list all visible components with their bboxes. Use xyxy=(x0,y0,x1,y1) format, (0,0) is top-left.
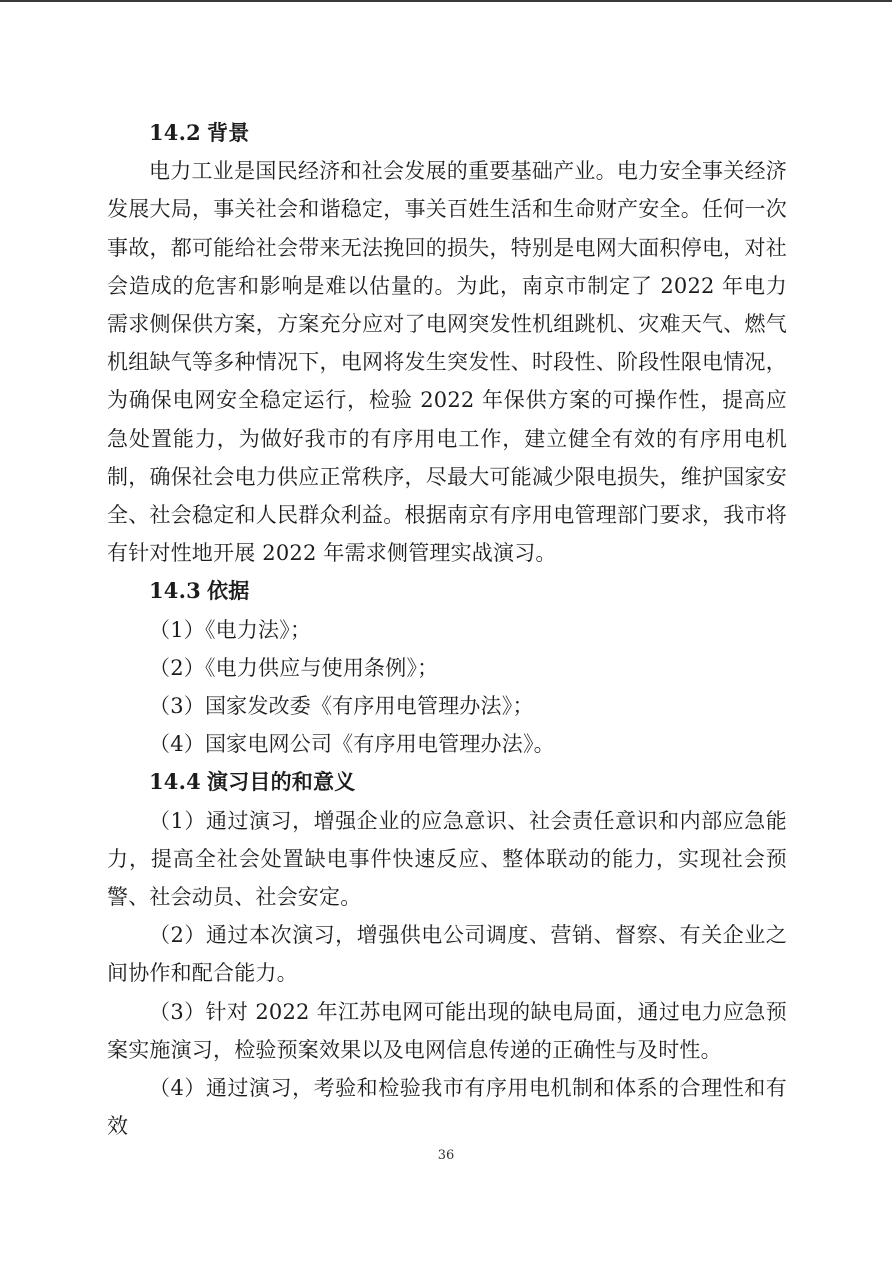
basis-item: （1）《电力法》； xyxy=(149,617,312,642)
purpose-paragraph: （4）通过演习，考验和检验我市有序用电机制和体系的合理性和有效 xyxy=(107,1076,787,1139)
page-body xyxy=(107,114,787,1145)
section-number: 14.2 xyxy=(149,120,201,145)
background-paragraph: 电力工业是国民经济和社会发展的重要基础产业。电力安全事关经济发展大局，事关社会和谐稳定，事关百姓生活和生命财产安全。任何一次事故，都可能给社会带来无法挽回的损失，特别是电网大面积停电，对社会造成的危害和影响是难以估量的。为此，南京市制定了 2022 年电力需求侧保供方案，方案充分应对了电网突发性机组跳机、灾难天气、燃气机组缺气等多种情况下，电网将发生突发性、时段性、阶段性限电情况，为确保电网安全稳定运行，检验 2022 年保供方案的可操作性，提高应急处置能力，为做好我市的有序用电工作，建立健全有效的有序用电机制，确保社会电力供应正常秩序，尽最大可能减少限电损失，维护国家安全、社会稳定和人民群众利益。根据南京有序用电管理部门要求，我市将有针对性地开展 2022 年需求侧管理实战演习。 xyxy=(107,159,787,566)
section-heading-14-3 xyxy=(107,572,787,610)
section-number: 14.4 xyxy=(149,769,201,795)
page-number: 36 xyxy=(437,1148,455,1163)
purpose-paragraph: （3）针对 2022 年江苏电网可能出现的缺电局面，通过电力应急预案实施演习，检验预案效果以及电网信息传递的正确性与及时性。 xyxy=(107,999,787,1062)
section-heading-14-2 xyxy=(107,114,787,152)
basis-item: （3）国家发改委《有序用电管理办法》； xyxy=(149,694,534,719)
section-heading-14-4 xyxy=(107,763,787,801)
section-number: 14.3 xyxy=(149,578,201,604)
basis-item: （2）《电力供应与使用条例》； xyxy=(149,655,439,680)
section-title: 依据 xyxy=(207,578,250,604)
basis-item: （4）国家电网公司《有序用电管理办法》。 xyxy=(149,732,555,757)
section-title: 背景 xyxy=(207,120,250,145)
purpose-paragraph: （2）通过本次演习，增强供电公司调度、营销、督察、有关企业之间协作和配合能力。 xyxy=(107,923,787,986)
purpose-paragraph: （1）通过演习，增强企业的应急意识、社会责任意识和内部应急能力，提高全社会处置缺电事件快速反应、整体联动的能力，实现社会预警、社会动员、社会安定。 xyxy=(107,808,787,910)
section-title: 演习目的和意义 xyxy=(207,769,356,795)
